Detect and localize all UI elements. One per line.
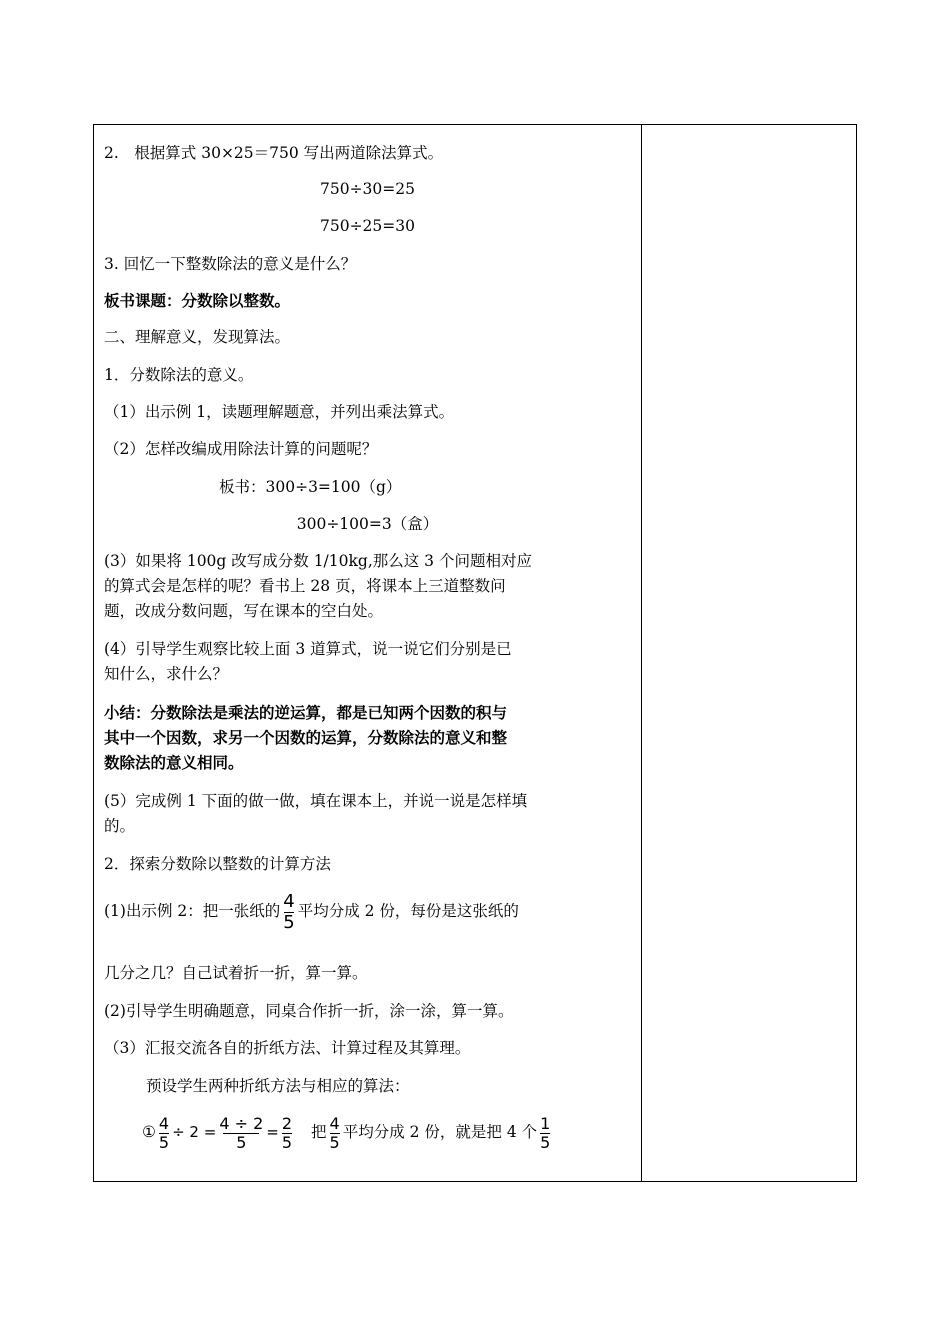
fraction-numerator: 4 [329, 1113, 340, 1133]
fraction-denominator: 5 [329, 1132, 340, 1152]
text-line: 2. 根据算式 30×25＝750 写出两道除法算式。 [104, 144, 444, 162]
summary-line: 其中一个因数，求另一个因数的运算，分数除法的意义和整 [104, 728, 508, 747]
text-line: 预设学生两种折纸方法与相应的算法： [146, 1077, 410, 1095]
fraction-numerator: 2 [281, 1113, 293, 1133]
equation-line: 板书：300÷3=100（g） [219, 478, 402, 496]
text-segment: 平均分成 2 份，每份是这张纸的 [297, 902, 519, 920]
fraction-denominator: 5 [281, 1132, 293, 1152]
lesson-table [93, 124, 857, 1182]
fraction-denominator: 5 [158, 1132, 170, 1152]
fraction-numerator: 4 [283, 890, 295, 912]
text-line-with-fraction [104, 887, 519, 935]
summary-line: 数除法的意义相同。 [104, 753, 244, 772]
fraction-denominator: 5 [283, 911, 295, 933]
fraction-four-fifths [329, 1113, 340, 1152]
fraction-two-fifths [281, 1113, 293, 1152]
text-line: （3）汇报交流各自的折纸方法、计算过程及其算理。 [104, 1039, 471, 1057]
lesson-content [94, 125, 641, 1181]
text-line: (2)引导学生明确题意，同桌合作折一折，涂一涂，算一算。 [104, 1002, 514, 1020]
text-segment: 把 [311, 1123, 327, 1141]
fraction-one-fifth [540, 1113, 551, 1152]
division-operator: ÷ 2 = [172, 1123, 217, 1141]
text-line: 题，改成分数问题，写在课本的空白处。 [104, 602, 384, 620]
text-line: 几分之几？自己试着折一折，算一算。 [104, 964, 368, 982]
text-line: 2．探索分数除以整数的计算方法 [104, 855, 331, 873]
equation-line: 750÷25=30 [319, 217, 415, 235]
text-line: (3）如果将 100g 改写成分数 1/10kg,那么这 3 个问题相对应 [104, 552, 532, 570]
text-segment: 平均分成 2 份，就是把 4 个 [342, 1123, 538, 1141]
fraction-denominator: 5 [540, 1132, 551, 1152]
text-line: 知什么，求什么？ [104, 665, 229, 683]
text-line: (4）引导学生观察比较上面 3 道算式，说一说它们分别是已 [104, 640, 512, 658]
text-line: 1．分数除法的意义。 [104, 366, 254, 384]
text-line: 3. 回忆一下整数除法的意义是什么？ [104, 255, 357, 273]
text-line: (5）完成例 1 下面的做一做，填在课本上，并说一说是怎样填 [104, 792, 528, 810]
heading-line: 板书课题：分数除以整数。 [104, 291, 291, 310]
equation-line: 300÷100=3（盒） [296, 515, 439, 533]
fraction-four-fifths [158, 1113, 170, 1152]
text-segment: (1)出示例 2：把一张纸的 [104, 902, 281, 920]
equation-with-fractions [142, 1107, 553, 1157]
column-divider [641, 125, 642, 1181]
fraction-numerator: 1 [540, 1113, 551, 1133]
equation-line: 750÷30=25 [319, 180, 415, 198]
text-line: 的算式会是怎样的呢？看书上 28 页，将课本上三道整数问 [104, 577, 506, 595]
text-line: （1）出示例 1，读题理解题意，并列出乘法算式。 [104, 403, 455, 421]
fraction-four-fifths [283, 890, 295, 933]
summary-line: 小结：分数除法是乘法的逆运算，都是已知两个因数的积与 [104, 703, 508, 722]
fraction-numerator: 4 ÷ 2 [219, 1113, 264, 1133]
circled-number-one: ① [142, 1123, 156, 1141]
fraction-numerator: 4 [158, 1113, 170, 1133]
equals-sign: = [266, 1123, 279, 1141]
text-line: 的。 [104, 817, 136, 835]
text-line: （2）怎样改编成用除法计算的问题呢？ [104, 440, 378, 458]
fraction-denominator: 5 [236, 1132, 247, 1152]
text-line: 二、理解意义，发现算法。 [104, 328, 291, 346]
fraction-four-div-two-over-five [219, 1113, 264, 1152]
